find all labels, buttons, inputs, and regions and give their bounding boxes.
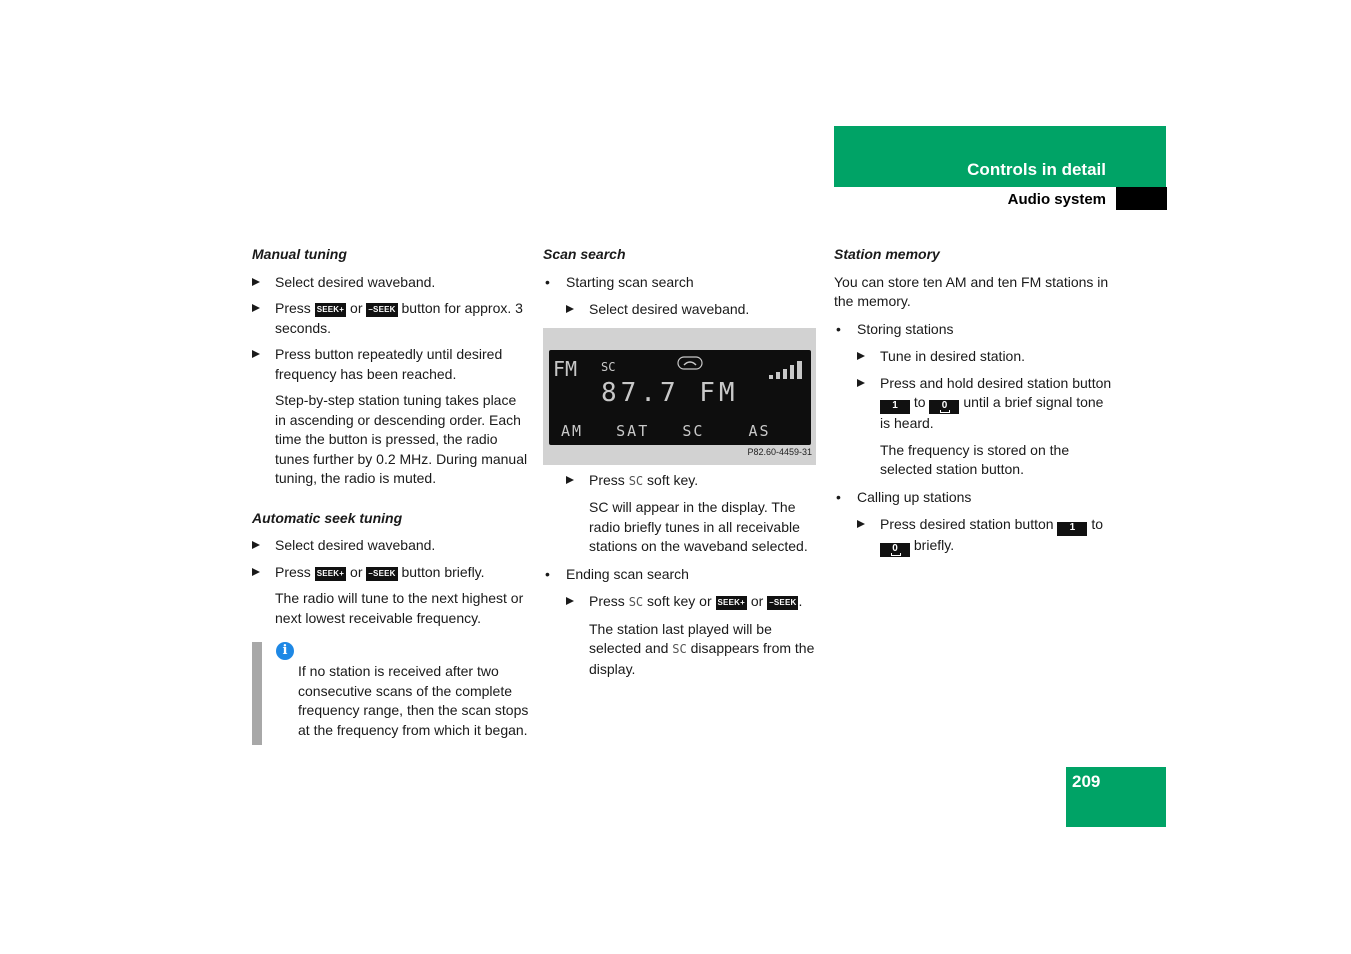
arrow-icon [857,379,865,387]
seek-minus-key: –SEEK [366,303,397,317]
column-station-memory [834,245,1112,564]
step-item: Press button repeatedly until desired frequency has been reached. [252,345,530,384]
arrow-icon [252,278,260,286]
info-note [252,642,530,740]
radio-display-figure [543,328,816,465]
step-item: Press SC soft key or SEEK+ or –SEEK . [566,592,821,613]
bullet-dot-icon: • [836,320,841,337]
arrow-icon [252,568,260,576]
arrow-icon [566,597,574,605]
step-item: Press SEEK+ or –SEEK button for approx. 3 seconds. [252,299,530,338]
space-icon [940,410,950,413]
step-item: Select desired waveband. [252,536,530,556]
seek-plus-key: SEEK+ [315,567,346,581]
signal-strength-icon [768,360,808,380]
seek-minus-key: –SEEK [366,567,397,581]
space-icon [891,553,901,556]
station-stored-note: The frequency is stored on the selected station button. [880,441,1070,477]
arrow-icon [566,476,574,484]
phone-icon [677,356,703,370]
scan-note: SC will appear in the display. The radio briefly tunes in all receivable stations on the waveband selected. [589,499,808,554]
arrow-icon [252,350,260,358]
page-number: 209 [1072,772,1101,791]
bullet-item: • Storing stations [834,320,1112,340]
manual-tuning-title: Manual tuning [252,246,347,262]
column-manual-tuning [252,245,530,740]
bullet-dot-icon: • [545,565,550,582]
step-item: Press SC soft key. [566,471,821,492]
seek-plus-key: SEEK+ [716,596,747,610]
auto-seek-note: The radio will tune to the next highest or next lowest receivable frequency. [275,590,524,626]
section-title: Controls in detail [967,160,1106,179]
auto-seek-title: Automatic seek tuning [252,509,403,526]
info-icon: i [276,642,294,660]
step-item: Press SEEK+ or –SEEK button briefly. [252,563,530,583]
bullet-dot-icon: • [836,488,841,505]
scan-search-title: Scan search [543,246,626,262]
station-key-0: 0 [929,400,959,414]
subsection-title: Audio system [1007,191,1106,208]
station-key-1: 1 [1057,522,1087,536]
step-item: Tune in desired station. [857,347,1112,367]
arrow-icon [252,541,260,549]
bullet-item: • Calling up stations [834,488,1112,508]
arrow-icon [857,520,865,528]
step-item: Select desired waveband. [252,273,530,293]
seek-plus-key: SEEK+ [315,303,346,317]
sc-softkey: SC [628,473,644,488]
header-tab-marker [1116,187,1167,210]
station-memory-title: Station memory [834,246,940,262]
bullet-item: • Ending scan search [543,565,821,585]
station-key-1: 1 [880,400,910,414]
manual-tuning-note: Step-by-step station tuning takes place in ascending or descending order. Each time the button is pressed, the radio tunes further by 0.2 MHz. During manual tuning, the radio is muted. [275,392,528,486]
bullet-item: • Starting scan search [543,273,821,293]
station-key-0: 0 [880,543,910,557]
step-item: Press desired station button 1 to 0 briefly. [857,515,1112,557]
seek-minus-key: –SEEK [767,596,798,610]
column-scan-search [543,245,821,687]
arrow-icon [857,352,865,360]
display-sc: SC [601,359,616,374]
info-text: If no station is received after two consecutive scans of the complete frequency range, then the scan stops at the frequency from which it began. [298,663,529,738]
page-number-box [1066,767,1166,827]
display-frequency: 87.7 FM [601,377,739,408]
station-memory-intro: You can store ten AM and ten FM stations in the memory. [834,273,1109,309]
arrow-icon [252,304,260,312]
sc-softkey: SC [672,642,687,656]
info-bar [252,642,262,745]
sc-softkey: SC [628,595,644,609]
display-band: FM [553,356,578,381]
scan-end-note: The station last played will be selected and SC disappears from the display. [589,620,815,677]
bullet-dot-icon: • [545,273,550,290]
display-soft-keys: AM SAT SC AS [561,421,771,440]
arrow-icon [566,305,574,313]
radio-display [549,350,811,445]
step-item: Select desired waveband. [566,300,821,320]
step-item: Press and hold desired station button 1 to 0 until a brief signal tone is heard. [857,374,1112,434]
figure-reference: P82.60-4459-31 [747,447,812,457]
